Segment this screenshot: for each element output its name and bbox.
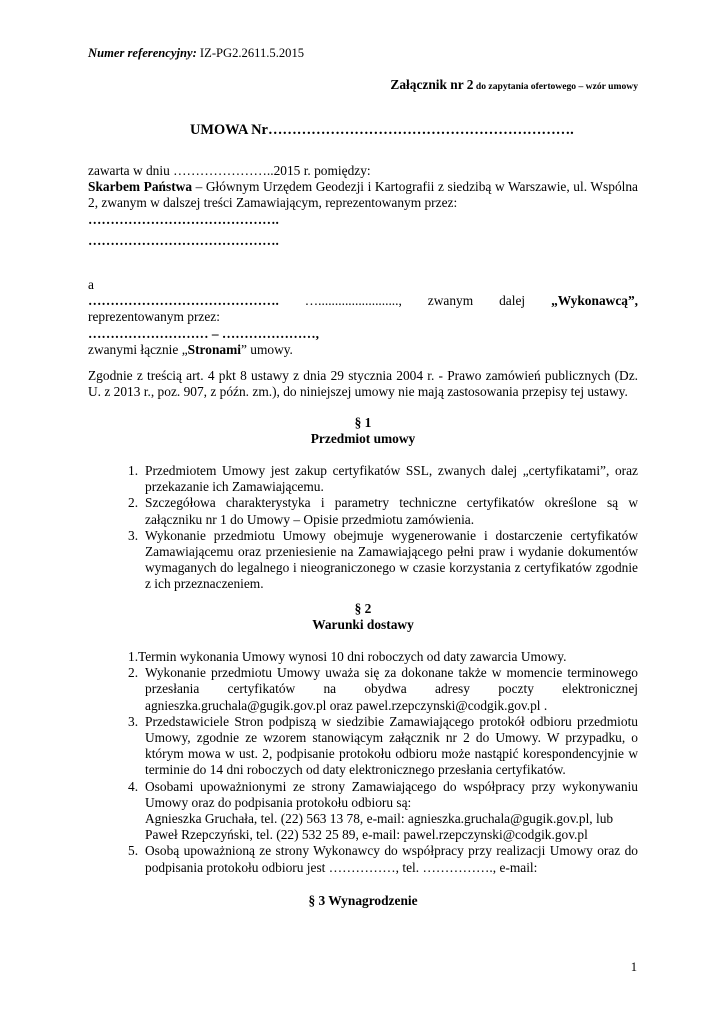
section2-title: Warunki dostawy <box>312 617 414 633</box>
item-text: Wykonanie przedmiotu Umowy obejmuje wygenerowanie i dostarczenie certyfikatów Zamawiającemu oraz przeniesienie na Zamawiającego pełni praw i wydanie dokumentów wymaganych do legalnego i nieograniczonego w czasie korzystania z certyfikatów zgodnie z ich przeznaczeniem. <box>145 527 638 592</box>
item-number: 4. <box>128 778 139 794</box>
intro-date-line: zawarta w dniu …………………..2015 r. pomiędzy: <box>88 163 371 178</box>
contact-person-1: Agnieszka Gruchała, tel. (22) 563 13 78, e-mail: agnieszka.gruchala@gugik.gov.pl, lub <box>145 811 614 827</box>
reference-label: Numer referencyjny: <box>88 46 197 60</box>
list-item <box>88 665 638 714</box>
item-number: 1. <box>128 463 139 478</box>
section3-heading: § 3 Wynagrodzenie <box>308 893 418 908</box>
item-text: Szczegółowa charakterystyka i parametry techniczne certyfikatów określone są w załączniku nr 1 do Umowy – Opisie przedmiotu zamówienia. <box>145 495 638 527</box>
item-number: 2. <box>128 665 139 681</box>
list-item <box>88 463 638 495</box>
party1-description: – Głównym Urzędem Geodezji i Kartografii z siedzibą w Warszawie, ul. Wspólna 2, zwanym w dalszej treści Zamawiającym, reprezentowanym przez: <box>88 179 638 211</box>
contract-title: UMOWA Nr………………………………………………………. <box>190 122 574 138</box>
page-number: 1 <box>630 960 637 974</box>
item-number: 5. <box>128 843 139 859</box>
jointly-pre: zwanymi łącznie „ <box>88 341 188 357</box>
jointly-bold: Stronami <box>187 341 241 357</box>
list-item <box>88 779 638 844</box>
section2-number: § 2 <box>354 601 372 616</box>
item-number: 3. <box>128 527 139 543</box>
contractor-block <box>88 277 638 358</box>
contractor-represented: reprezentowanym przez: <box>88 309 220 325</box>
parties-jointly <box>88 342 638 358</box>
list-item <box>88 714 638 779</box>
list-item <box>88 495 638 527</box>
item-text: Osobami upoważnionymi ze strony Zamawiającego do współpracy przy wykonywaniu Umowy oraz do podpisania protokołu odbioru są: <box>145 778 638 810</box>
contractor-name: „Wykonawcą”, <box>551 293 638 309</box>
item-text: Osobą upoważnioną ze strony Wykonawcy do współpracy przy realizacji Umowy oraz do podpisania protokołu odbioru jest ……………, tel. ……………., e-mail: <box>145 843 638 875</box>
contact-person-2: Paweł Rzepczyński, tel. (22) 532 25 89, e-mail: pawel.rzepczynski@codgik.gov.pl <box>145 827 588 843</box>
party1-paragraph <box>88 179 638 211</box>
item-text: Wykonanie przedmiotu Umowy uważa się za dokonane także w momencie terminowego przesłania certyfikatów na obydwa adresy poczty elektronicznej agnieszka.gruchala@gugik.gov.pl oraz pawel.rzepczynski@codgik.gov.pl . <box>145 665 638 713</box>
contractor-line <box>88 293 638 309</box>
item-number: 2. <box>128 495 139 511</box>
party1-rep-dots-1: ……………………………………. <box>88 211 279 227</box>
section1-list <box>88 463 638 593</box>
section1-heading <box>88 415 638 447</box>
attachment-small: do zapytania ofertowego – wzór umowy <box>473 81 638 92</box>
contractor-dots: ……………………………………. <box>88 293 279 309</box>
attachment-header <box>390 77 638 95</box>
section2-heading <box>88 601 638 633</box>
item-text: Termin wykonania Umowy wynosi 10 dni roboczych od daty zawarcia Umowy. <box>138 649 567 664</box>
list-item <box>88 649 638 665</box>
item-number: 1. <box>128 649 139 664</box>
conjunction-a: a <box>88 277 94 292</box>
section2-list <box>88 649 638 876</box>
contractor-word-2: dalej <box>499 293 526 309</box>
contractor-rep-dots: ……………………… – …………………, <box>88 325 319 341</box>
section1-number: § 1 <box>354 415 372 430</box>
reference-value: IZ-PG2.2611.5.2015 <box>196 46 305 60</box>
law-paragraph: Zgodnie z treścią art. 4 pkt 8 ustawy z dnia 29 stycznia 2004 r. - Prawo zamówień publicznych (Dz. U. z 2013 r., poz. 907, z późn. zm.), do niniejszej umowy nie mają zastosowania przepisy tej ustawy. <box>88 368 638 400</box>
contractor-dots-2: …........................, <box>304 293 402 309</box>
item-number: 3. <box>128 713 139 729</box>
contract-intro <box>88 163 638 249</box>
reference-number <box>88 45 304 61</box>
item-text: Przedstawiciele Stron podpiszą w siedzibie Zamawiającego protokół odbioru przedmiotu Umowy, zgodnie ze wzorem stanowiącym załącznik nr 2 do Umowy. W przypadku, o którym mowa w ust. 2, podpisanie protokołu odbioru może nastąpić korespondencyjnie w terminie do 14 dni roboczych od daty elektronicznego przesłania certyfikatów. <box>145 713 638 778</box>
list-item <box>88 528 638 593</box>
party1-rep-dots-2: ……………………………………. <box>88 232 279 248</box>
item-text: Przedmiotem Umowy jest zakup certyfikatów SSL, zwanych dalej „certyfikatami”, oraz przekazanie ich Zamawiającemu. <box>145 463 638 495</box>
attachment-bold: Załącznik nr 2 <box>390 77 474 92</box>
contractor-word-1: zwanym <box>427 293 474 309</box>
party1-name: Skarbem Państwa <box>88 179 193 195</box>
section1-title: Przedmiot umowy <box>310 431 416 447</box>
list-item <box>88 843 638 875</box>
jointly-post: ” umowy. <box>240 341 293 357</box>
